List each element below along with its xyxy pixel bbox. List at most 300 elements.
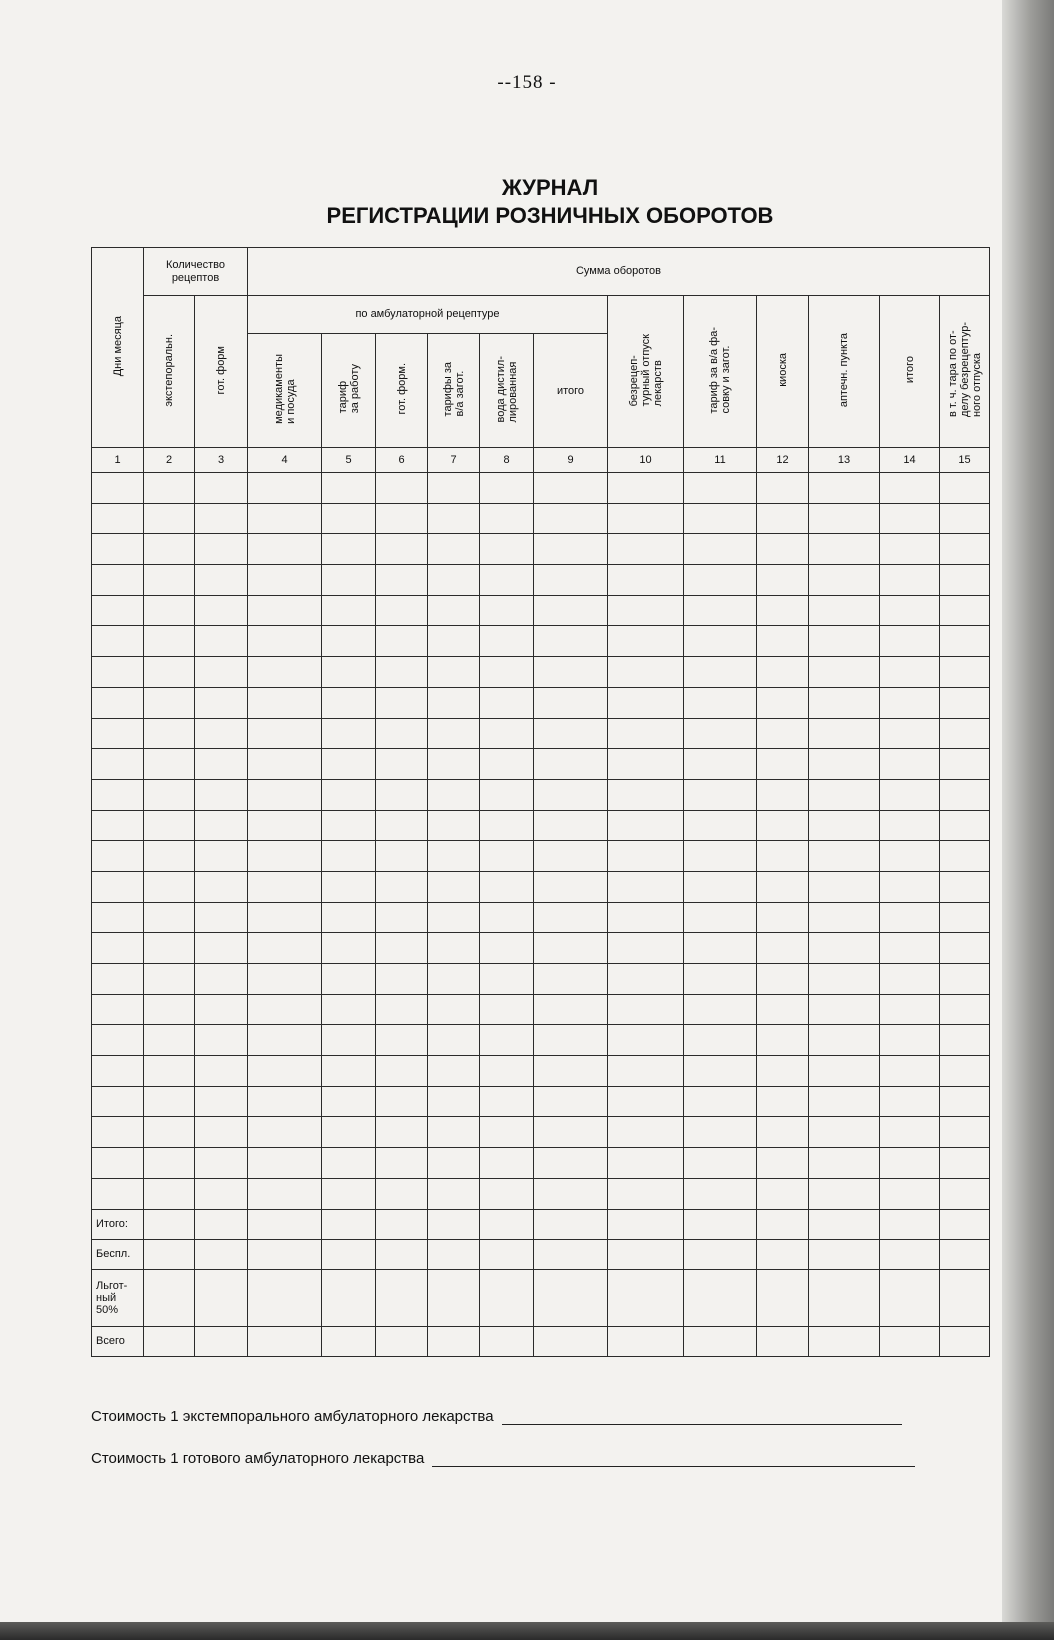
entry-cell[interactable] (809, 933, 880, 964)
entry-cell[interactable] (144, 964, 195, 995)
entry-cell[interactable] (322, 871, 376, 902)
entry-cell[interactable] (428, 1178, 480, 1209)
entry-cell[interactable] (428, 565, 480, 596)
entry-cell[interactable] (534, 1148, 608, 1179)
entry-cell[interactable] (940, 626, 990, 657)
entry-cell[interactable] (534, 473, 608, 504)
entry-cell[interactable] (480, 687, 534, 718)
entry-cell[interactable] (144, 1056, 195, 1087)
entry-cell[interactable] (428, 503, 480, 534)
entry-cell[interactable] (809, 534, 880, 565)
entry-cell[interactable] (880, 841, 940, 872)
entry-cell[interactable] (322, 810, 376, 841)
entry-cell[interactable] (480, 1269, 534, 1326)
entry-cell[interactable] (940, 902, 990, 933)
entry-cell[interactable] (880, 1148, 940, 1179)
entry-cell[interactable] (248, 994, 322, 1025)
entry-cell[interactable] (195, 779, 248, 810)
entry-cell[interactable] (880, 1056, 940, 1087)
entry-cell[interactable] (480, 565, 534, 596)
entry-cell[interactable] (608, 687, 684, 718)
entry-cell[interactable] (480, 1178, 534, 1209)
entry-cell[interactable] (92, 657, 144, 688)
entry-cell[interactable] (376, 1025, 428, 1056)
entry-cell[interactable] (608, 779, 684, 810)
entry-cell[interactable] (248, 841, 322, 872)
entry-cell[interactable] (248, 749, 322, 780)
entry-cell[interactable] (809, 687, 880, 718)
entry-cell[interactable] (195, 841, 248, 872)
entry-cell[interactable] (757, 1269, 809, 1326)
entry-cell[interactable] (248, 626, 322, 657)
entry-cell[interactable] (195, 473, 248, 504)
entry-cell[interactable] (92, 626, 144, 657)
entry-cell[interactable] (757, 964, 809, 995)
entry-cell[interactable] (428, 473, 480, 504)
entry-cell[interactable] (940, 473, 990, 504)
entry-cell[interactable] (92, 1178, 144, 1209)
entry-cell[interactable] (92, 1148, 144, 1179)
entry-cell[interactable] (608, 626, 684, 657)
entry-cell[interactable] (809, 1148, 880, 1179)
entry-cell[interactable] (809, 1269, 880, 1326)
entry-cell[interactable] (608, 718, 684, 749)
entry-cell[interactable] (534, 687, 608, 718)
entry-cell[interactable] (608, 1239, 684, 1269)
entry-cell[interactable] (608, 902, 684, 933)
entry-cell[interactable] (809, 1056, 880, 1087)
entry-cell[interactable] (92, 871, 144, 902)
entry-cell[interactable] (322, 749, 376, 780)
entry-cell[interactable] (534, 626, 608, 657)
entry-cell[interactable] (940, 595, 990, 626)
entry-cell[interactable] (480, 1239, 534, 1269)
entry-cell[interactable] (248, 503, 322, 534)
entry-cell[interactable] (757, 626, 809, 657)
entry-cell[interactable] (480, 1056, 534, 1087)
entry-cell[interactable] (608, 964, 684, 995)
entry-cell[interactable] (144, 565, 195, 596)
entry-cell[interactable] (684, 1239, 757, 1269)
entry-cell[interactable] (684, 534, 757, 565)
entry-cell[interactable] (248, 534, 322, 565)
entry-cell[interactable] (684, 994, 757, 1025)
entry-cell[interactable] (809, 1178, 880, 1209)
entry-cell[interactable] (92, 841, 144, 872)
entry-cell[interactable] (880, 964, 940, 995)
entry-cell[interactable] (428, 1086, 480, 1117)
entry-cell[interactable] (480, 718, 534, 749)
entry-cell[interactable] (940, 779, 990, 810)
entry-cell[interactable] (322, 503, 376, 534)
entry-cell[interactable] (940, 687, 990, 718)
entry-cell[interactable] (144, 473, 195, 504)
entry-cell[interactable] (480, 779, 534, 810)
entry-cell[interactable] (248, 933, 322, 964)
entry-cell[interactable] (940, 1086, 990, 1117)
entry-cell[interactable] (809, 871, 880, 902)
entry-cell[interactable] (322, 687, 376, 718)
entry-cell[interactable] (195, 1269, 248, 1326)
entry-cell[interactable] (880, 473, 940, 504)
entry-cell[interactable] (534, 1025, 608, 1056)
entry-cell[interactable] (428, 841, 480, 872)
entry-cell[interactable] (608, 994, 684, 1025)
entry-cell[interactable] (248, 964, 322, 995)
entry-cell[interactable] (92, 749, 144, 780)
entry-cell[interactable] (940, 534, 990, 565)
entry-cell[interactable] (880, 994, 940, 1025)
entry-cell[interactable] (195, 964, 248, 995)
entry-cell[interactable] (757, 1025, 809, 1056)
entry-cell[interactable] (480, 1025, 534, 1056)
entry-cell[interactable] (940, 1178, 990, 1209)
entry-cell[interactable] (608, 1025, 684, 1056)
entry-cell[interactable] (428, 534, 480, 565)
entry-cell[interactable] (534, 964, 608, 995)
entry-cell[interactable] (880, 595, 940, 626)
entry-cell[interactable] (322, 565, 376, 596)
entry-cell[interactable] (248, 1056, 322, 1087)
entry-cell[interactable] (940, 1056, 990, 1087)
entry-cell[interactable] (144, 871, 195, 902)
entry-cell[interactable] (144, 687, 195, 718)
entry-cell[interactable] (757, 657, 809, 688)
entry-cell[interactable] (757, 1326, 809, 1356)
entry-cell[interactable] (940, 565, 990, 596)
entry-cell[interactable] (608, 657, 684, 688)
entry-cell[interactable] (376, 534, 428, 565)
entry-cell[interactable] (92, 779, 144, 810)
entry-cell[interactable] (684, 779, 757, 810)
entry-cell[interactable] (608, 1209, 684, 1239)
entry-cell[interactable] (322, 1148, 376, 1179)
entry-cell[interactable] (376, 718, 428, 749)
entry-cell[interactable] (92, 687, 144, 718)
entry-cell[interactable] (608, 565, 684, 596)
entry-cell[interactable] (195, 657, 248, 688)
entry-cell[interactable] (480, 473, 534, 504)
entry-cell[interactable] (92, 902, 144, 933)
entry-cell[interactable] (144, 657, 195, 688)
entry-cell[interactable] (144, 1178, 195, 1209)
entry-cell[interactable] (376, 1326, 428, 1356)
entry-cell[interactable] (92, 933, 144, 964)
entry-cell[interactable] (534, 1326, 608, 1356)
entry-cell[interactable] (248, 1148, 322, 1179)
entry-cell[interactable] (428, 1326, 480, 1356)
entry-cell[interactable] (880, 1269, 940, 1326)
entry-cell[interactable] (757, 718, 809, 749)
entry-cell[interactable] (428, 1148, 480, 1179)
entry-cell[interactable] (534, 933, 608, 964)
entry-cell[interactable] (428, 994, 480, 1025)
entry-cell[interactable] (322, 1269, 376, 1326)
entry-cell[interactable] (195, 1209, 248, 1239)
entry-cell[interactable] (376, 749, 428, 780)
entry-cell[interactable] (809, 473, 880, 504)
entry-cell[interactable] (940, 1148, 990, 1179)
entry-cell[interactable] (428, 595, 480, 626)
entry-cell[interactable] (684, 473, 757, 504)
entry-cell[interactable] (608, 473, 684, 504)
entry-cell[interactable] (376, 1086, 428, 1117)
entry-cell[interactable] (684, 1056, 757, 1087)
entry-cell[interactable] (144, 841, 195, 872)
entry-cell[interactable] (195, 810, 248, 841)
entry-cell[interactable] (757, 841, 809, 872)
entry-cell[interactable] (195, 626, 248, 657)
entry-cell[interactable] (480, 1209, 534, 1239)
entry-cell[interactable] (480, 933, 534, 964)
entry-cell[interactable] (428, 1209, 480, 1239)
entry-cell[interactable] (480, 1326, 534, 1356)
entry-cell[interactable] (684, 902, 757, 933)
entry-cell[interactable] (940, 1209, 990, 1239)
entry-cell[interactable] (684, 810, 757, 841)
entry-cell[interactable] (195, 503, 248, 534)
entry-cell[interactable] (880, 534, 940, 565)
entry-cell[interactable] (940, 503, 990, 534)
entry-cell[interactable] (92, 565, 144, 596)
entry-cell[interactable] (428, 626, 480, 657)
entry-cell[interactable] (195, 1056, 248, 1087)
entry-cell[interactable] (144, 1117, 195, 1148)
entry-cell[interactable] (534, 1086, 608, 1117)
entry-cell[interactable] (480, 902, 534, 933)
entry-cell[interactable] (195, 565, 248, 596)
entry-cell[interactable] (940, 933, 990, 964)
entry-cell[interactable] (880, 565, 940, 596)
entry-cell[interactable] (809, 902, 880, 933)
entry-cell[interactable] (480, 871, 534, 902)
entry-cell[interactable] (880, 1117, 940, 1148)
entry-cell[interactable] (248, 1326, 322, 1356)
entry-cell[interactable] (880, 902, 940, 933)
entry-cell[interactable] (195, 1239, 248, 1269)
entry-cell[interactable] (480, 1117, 534, 1148)
entry-cell[interactable] (809, 1086, 880, 1117)
entry-cell[interactable] (940, 994, 990, 1025)
entry-cell[interactable] (376, 473, 428, 504)
entry-cell[interactable] (809, 1209, 880, 1239)
entry-cell[interactable] (809, 626, 880, 657)
entry-cell[interactable] (684, 1269, 757, 1326)
entry-cell[interactable] (809, 810, 880, 841)
entry-cell[interactable] (195, 1117, 248, 1148)
entry-cell[interactable] (940, 1117, 990, 1148)
entry-cell[interactable] (144, 902, 195, 933)
entry-cell[interactable] (144, 595, 195, 626)
entry-cell[interactable] (684, 595, 757, 626)
entry-cell[interactable] (940, 810, 990, 841)
entry-cell[interactable] (757, 473, 809, 504)
entry-cell[interactable] (195, 933, 248, 964)
entry-cell[interactable] (534, 1239, 608, 1269)
entry-cell[interactable] (248, 902, 322, 933)
entry-cell[interactable] (376, 902, 428, 933)
entry-cell[interactable] (195, 1148, 248, 1179)
entry-cell[interactable] (428, 1239, 480, 1269)
entry-cell[interactable] (757, 902, 809, 933)
entry-cell[interactable] (534, 1209, 608, 1239)
entry-cell[interactable] (880, 687, 940, 718)
entry-cell[interactable] (809, 1117, 880, 1148)
entry-cell[interactable] (195, 687, 248, 718)
entry-cell[interactable] (248, 657, 322, 688)
entry-cell[interactable] (376, 1178, 428, 1209)
entry-cell[interactable] (684, 841, 757, 872)
entry-cell[interactable] (428, 871, 480, 902)
entry-cell[interactable] (144, 1326, 195, 1356)
entry-cell[interactable] (534, 595, 608, 626)
entry-cell[interactable] (322, 1025, 376, 1056)
entry-cell[interactable] (940, 871, 990, 902)
entry-cell[interactable] (480, 1148, 534, 1179)
entry-cell[interactable] (757, 749, 809, 780)
entry-cell[interactable] (428, 718, 480, 749)
entry-cell[interactable] (809, 841, 880, 872)
entry-cell[interactable] (144, 1209, 195, 1239)
entry-cell[interactable] (322, 1239, 376, 1269)
entry-cell[interactable] (92, 994, 144, 1025)
entry-cell[interactable] (684, 964, 757, 995)
entry-cell[interactable] (940, 657, 990, 688)
entry-cell[interactable] (757, 1148, 809, 1179)
entry-cell[interactable] (195, 1025, 248, 1056)
entry-cell[interactable] (144, 933, 195, 964)
entry-cell[interactable] (144, 810, 195, 841)
entry-cell[interactable] (757, 1178, 809, 1209)
entry-cell[interactable] (809, 1025, 880, 1056)
entry-cell[interactable] (248, 1239, 322, 1269)
entry-cell[interactable] (322, 779, 376, 810)
entry-cell[interactable] (322, 1326, 376, 1356)
entry-cell[interactable] (322, 473, 376, 504)
entry-cell[interactable] (376, 503, 428, 534)
entry-cell[interactable] (684, 1025, 757, 1056)
entry-cell[interactable] (376, 626, 428, 657)
entry-cell[interactable] (480, 810, 534, 841)
entry-cell[interactable] (195, 1086, 248, 1117)
entry-cell[interactable] (144, 1148, 195, 1179)
entry-cell[interactable] (757, 503, 809, 534)
entry-cell[interactable] (428, 933, 480, 964)
entry-cell[interactable] (940, 1326, 990, 1356)
entry-cell[interactable] (322, 534, 376, 565)
entry-cell[interactable] (880, 1326, 940, 1356)
entry-cell[interactable] (809, 503, 880, 534)
entry-cell[interactable] (940, 749, 990, 780)
entry-cell[interactable] (809, 779, 880, 810)
entry-cell[interactable] (92, 964, 144, 995)
entry-cell[interactable] (322, 657, 376, 688)
entry-cell[interactable] (940, 841, 990, 872)
entry-cell[interactable] (684, 1178, 757, 1209)
entry-cell[interactable] (534, 503, 608, 534)
entry-cell[interactable] (376, 565, 428, 596)
entry-cell[interactable] (757, 1209, 809, 1239)
entry-cell[interactable] (144, 503, 195, 534)
entry-cell[interactable] (480, 534, 534, 565)
entry-cell[interactable] (608, 933, 684, 964)
entry-cell[interactable] (757, 565, 809, 596)
entry-cell[interactable] (809, 994, 880, 1025)
entry-cell[interactable] (757, 595, 809, 626)
entry-cell[interactable] (480, 964, 534, 995)
entry-cell[interactable] (248, 779, 322, 810)
entry-cell[interactable] (480, 1086, 534, 1117)
entry-cell[interactable] (684, 1086, 757, 1117)
entry-cell[interactable] (880, 810, 940, 841)
entry-cell[interactable] (608, 1269, 684, 1326)
entry-cell[interactable] (608, 841, 684, 872)
entry-cell[interactable] (608, 1326, 684, 1356)
entry-cell[interactable] (880, 1086, 940, 1117)
entry-cell[interactable] (322, 994, 376, 1025)
entry-cell[interactable] (248, 1025, 322, 1056)
entry-cell[interactable] (195, 749, 248, 780)
entry-cell[interactable] (880, 1209, 940, 1239)
entry-cell[interactable] (144, 749, 195, 780)
entry-cell[interactable] (376, 964, 428, 995)
footer-extemporal-fill-line[interactable] (502, 1423, 902, 1425)
entry-cell[interactable] (428, 964, 480, 995)
entry-cell[interactable] (322, 1117, 376, 1148)
entry-cell[interactable] (684, 626, 757, 657)
entry-cell[interactable] (684, 933, 757, 964)
entry-cell[interactable] (480, 595, 534, 626)
entry-cell[interactable] (144, 1269, 195, 1326)
entry-cell[interactable] (428, 902, 480, 933)
entry-cell[interactable] (809, 1326, 880, 1356)
entry-cell[interactable] (608, 1178, 684, 1209)
entry-cell[interactable] (248, 1117, 322, 1148)
entry-cell[interactable] (880, 657, 940, 688)
entry-cell[interactable] (940, 1269, 990, 1326)
entry-cell[interactable] (534, 657, 608, 688)
entry-cell[interactable] (322, 1178, 376, 1209)
entry-cell[interactable] (195, 1326, 248, 1356)
entry-cell[interactable] (480, 749, 534, 780)
entry-cell[interactable] (248, 871, 322, 902)
entry-cell[interactable] (376, 933, 428, 964)
entry-cell[interactable] (809, 657, 880, 688)
entry-cell[interactable] (940, 718, 990, 749)
entry-cell[interactable] (428, 1269, 480, 1326)
entry-cell[interactable] (376, 779, 428, 810)
entry-cell[interactable] (92, 1056, 144, 1087)
entry-cell[interactable] (376, 1148, 428, 1179)
entry-cell[interactable] (608, 1148, 684, 1179)
entry-cell[interactable] (322, 841, 376, 872)
entry-cell[interactable] (322, 1086, 376, 1117)
entry-cell[interactable] (428, 1117, 480, 1148)
entry-cell[interactable] (144, 994, 195, 1025)
entry-cell[interactable] (608, 503, 684, 534)
entry-cell[interactable] (757, 1239, 809, 1269)
entry-cell[interactable] (376, 841, 428, 872)
entry-cell[interactable] (757, 1056, 809, 1087)
entry-cell[interactable] (144, 718, 195, 749)
entry-cell[interactable] (428, 657, 480, 688)
entry-cell[interactable] (248, 1086, 322, 1117)
entry-cell[interactable] (608, 595, 684, 626)
entry-cell[interactable] (608, 1056, 684, 1087)
entry-cell[interactable] (757, 1117, 809, 1148)
entry-cell[interactable] (684, 718, 757, 749)
entry-cell[interactable] (248, 565, 322, 596)
